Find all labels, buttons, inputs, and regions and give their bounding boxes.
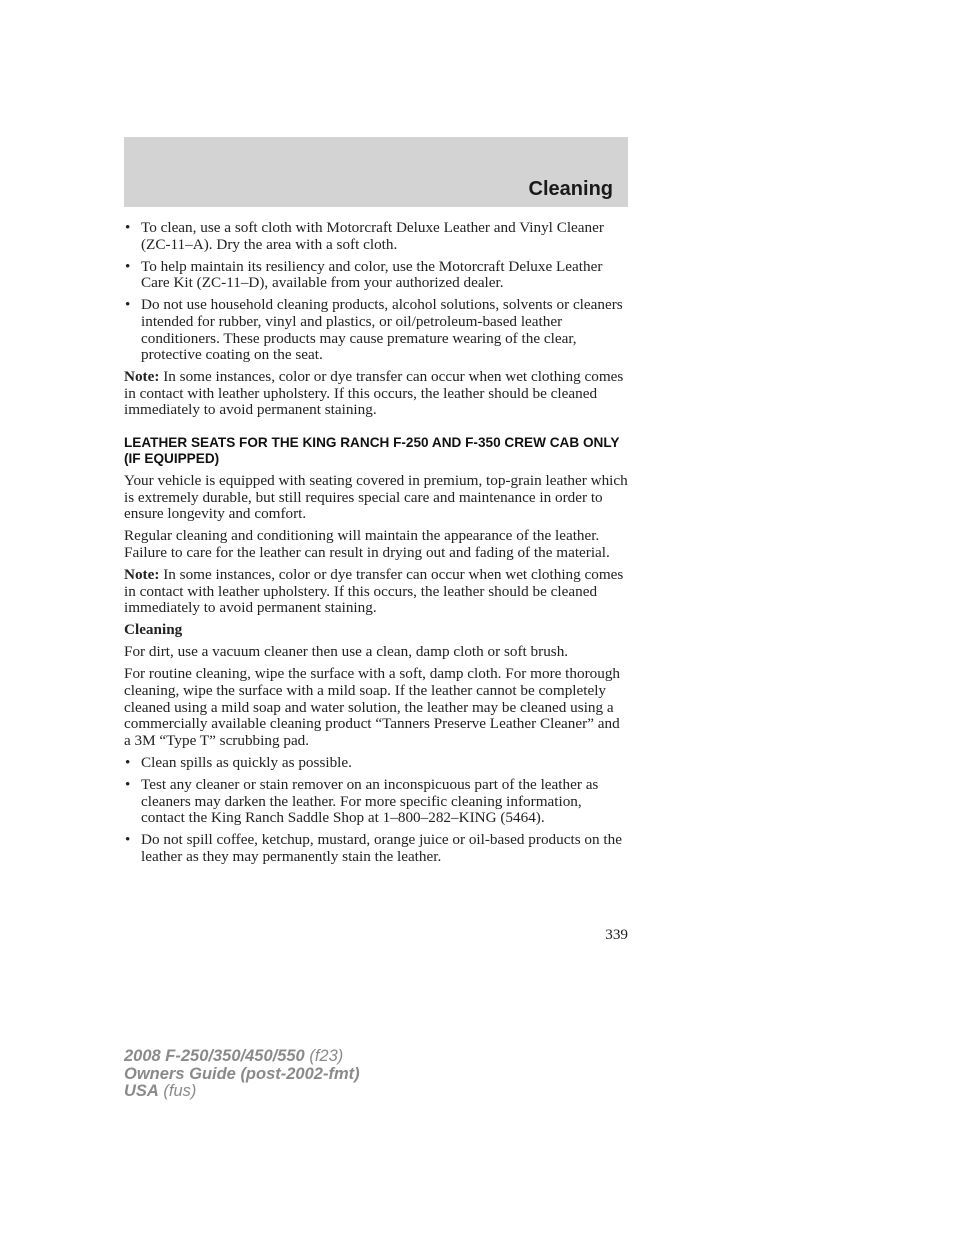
footer-line-2 [124,1066,360,1084]
note-text: In some instances, color or dye transfer can occur when wet clothing comes in contact with leather upholstery. If this occurs, the leather should be cleaned immediately to avoid permanent staining. [124,368,624,419]
footer-line-3 [124,1083,360,1101]
list-item: • To help maintain its resiliency and color, use the Motorcraft Deluxe Leather Care Kit (ZC-11–D), available from your authorized dealer. [124,259,628,292]
note-paragraph [124,567,628,617]
footer-model: 2008 F-250/350/450/550 [124,1047,305,1065]
list-item: • Do not spill coffee, ketchup, mustard, orange juice or oil-based products on the leather as they may permanently stain the leather. [124,832,628,865]
section-heading: LEATHER SEATS FOR THE KING RANCH F-250 AND F-350 CREW CAB ONLY (IF EQUIPPED) [124,435,620,467]
page-number: 339 [605,926,628,943]
list-item: • Do not use household cleaning products, alcohol solutions, solvents or cleaners intended for rubber, vinyl and plastics, or oil/petroleum-based leather conditioners. These products may cause premature wearing of the clear, protective coating on the seat. [124,297,628,363]
note-label: Note: [124,368,160,386]
section-header-band [124,137,628,207]
list-item: • Test any cleaner or stain remover on an inconspicuous part of the leather as cleaners may darken the leather. For more specific cleaning information, contact the King Ranch Saddle Shop at 1–800–282–KING (5464). [124,777,628,827]
footer-market-code: (fus) [158,1082,197,1100]
list-item: • To clean, use a soft cloth with Motorcraft Deluxe Leather and Vinyl Cleaner (ZC-11–A). Dry the area with a soft cloth. [124,220,628,253]
note-paragraph [124,369,628,419]
document-footer [124,1048,360,1101]
note-label: Note: [124,566,160,583]
subheading: Cleaning [124,621,183,639]
note-text: In some instances, color or dye transfer can occur when wet clothing comes in contact with leather upholstery. If this occurs, the leather should be cleaned immediately to avoid permanent staining. [124,566,624,617]
footer-guide: Owners Guide (post-2002-fmt) [124,1064,360,1083]
section-title: Cleaning [528,178,613,200]
footer-line-1 [124,1048,360,1066]
footer-market: USA [124,1082,159,1100]
list-item: • Clean spills as quickly as possible. [124,755,628,772]
paragraph: For dirt, use a vacuum cleaner then use a clean, damp cloth or soft brush. [124,643,569,661]
bullet-list-bottom [124,755,628,866]
paragraph: Regular cleaning and conditioning will maintain the appearance of the leather. Failure to care for the leather can result in drying out and fading of the material. [124,527,610,561]
page-body [124,220,628,871]
footer-model-code: (f23) [304,1047,344,1065]
paragraph: For routine cleaning, wipe the surface with a soft, damp cloth. For more thorough cleaning, wipe the surface with a mild soap. If the leather cannot be completely cleaned using a mild soap and water solution, the leather may be cleaned using a commercially available cleaning product “Tanners Preserve Leather Cleaner” and a 3M “Type T” scrubbing pad. [124,665,621,749]
bullet-list-top [124,220,628,364]
paragraph: Your vehicle is equipped with seating covered in premium, top-grain leather which is extremely durable, but still requires special care and maintenance in order to ensure longevity and comfort. [124,472,628,523]
